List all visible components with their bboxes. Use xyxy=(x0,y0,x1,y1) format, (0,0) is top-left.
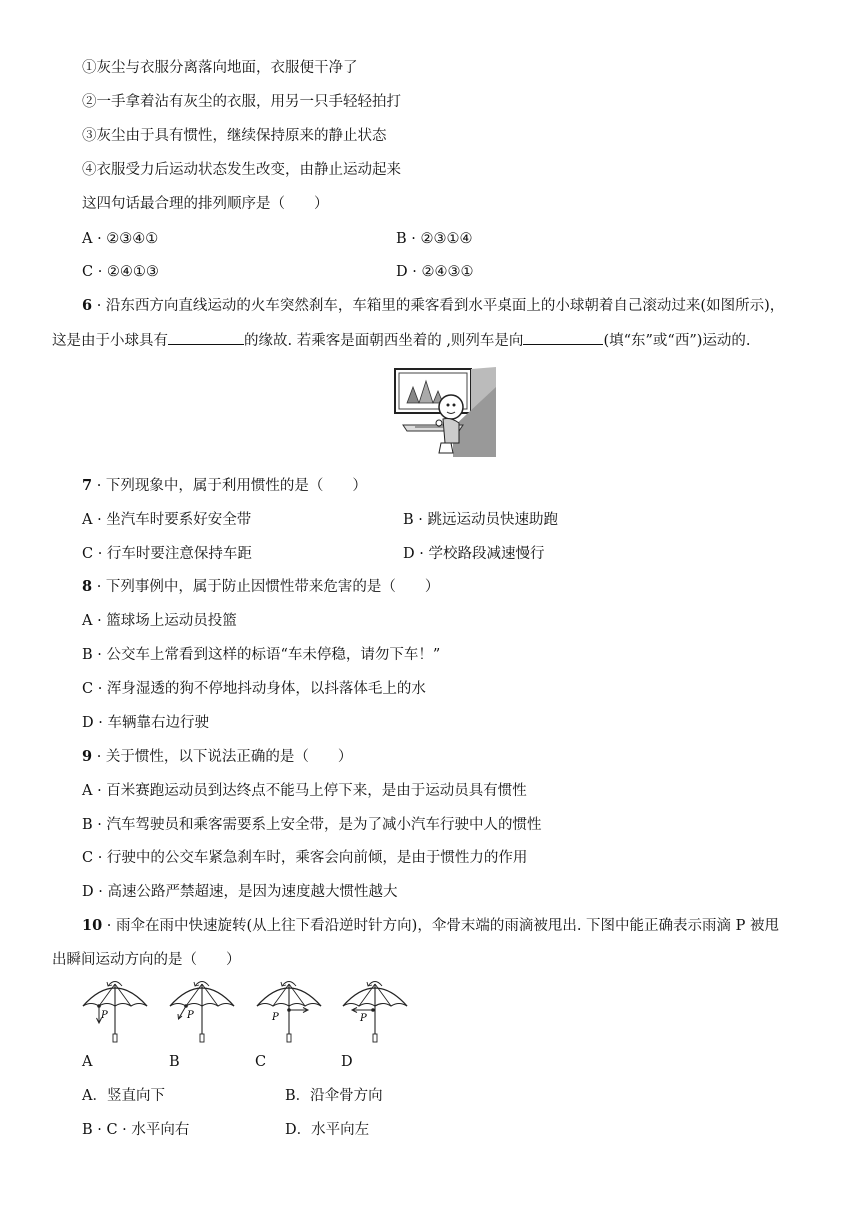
point-label-p: P xyxy=(187,1010,194,1021)
q5-option-a: A · ②③④① xyxy=(82,231,159,247)
q10-option-d: D．水平向左 xyxy=(285,1122,370,1138)
q5-stem: 这四句话最合理的排列顺序是（ ） xyxy=(82,196,329,212)
figure-label-c: C xyxy=(255,1054,267,1070)
q10-line-1 xyxy=(82,916,779,936)
passenger-body xyxy=(443,419,459,444)
train-passenger-figure xyxy=(393,367,497,457)
q9-option-c: C · 行驶中的公交车紧急刹车时，乘客会向前倾，是由于惯性力的作用 xyxy=(82,850,528,866)
point-label-p: P xyxy=(101,1010,108,1021)
q7-number: 7 xyxy=(82,477,93,494)
q10-option-b: B．沿伞骨方向 xyxy=(285,1088,383,1104)
umbrella-grip xyxy=(373,1034,377,1042)
q8-option-c: C · 浑身湿透的狗不停地抖动身体，以抖落体毛上的水 xyxy=(82,681,426,697)
q6-text-2c: (填“东”或“西”)运动的. xyxy=(603,333,751,349)
q10-line-2: 出瞬间运动方向的是（ ） xyxy=(52,952,241,968)
umbrella-figure-d xyxy=(340,976,410,1044)
q10-text-1: · 雨伞在雨中快速旋转(从上往下看沿逆时针方向)，伞骨末端的雨滴被甩出. 下图中能正确表示雨滴 P 被甩 xyxy=(102,918,780,934)
q5-statement-4: ④衣服受力后运动状态发生改变，由静止运动起来 xyxy=(82,162,401,178)
umbrella-figure-a xyxy=(80,976,150,1044)
q6-line-2 xyxy=(52,330,751,351)
passenger-legs xyxy=(439,443,453,453)
eye xyxy=(447,404,450,407)
umbrella-figure-b xyxy=(167,976,237,1044)
q7-option-b: B · 跳远运动员快速助跑 xyxy=(403,512,558,528)
q5-option-d: D · ②④③① xyxy=(396,264,474,280)
q8-stem-line xyxy=(82,577,439,597)
q6-text-2b: 的缘故. 若乘客是面朝西坐着的 ,则列车是向 xyxy=(244,333,524,349)
q9-stem: · 关于惯性，以下说法正确的是（ ） xyxy=(92,749,353,765)
q6-blank-2[interactable] xyxy=(523,330,603,345)
point-label-p: P xyxy=(360,1013,367,1024)
q6-number: 6 xyxy=(82,297,93,314)
q6-blank-1[interactable] xyxy=(168,330,244,345)
q5-option-c: C · ②④①③ xyxy=(82,264,159,280)
q9-option-a: A · 百米赛跑运动员到达终点不能马上停下来，是由于运动员具有惯性 xyxy=(82,783,527,799)
q10-option-a: A．竖直向下 xyxy=(82,1088,165,1104)
q8-number: 8 xyxy=(82,578,93,595)
eye xyxy=(453,404,456,407)
ball-icon xyxy=(436,420,442,426)
passenger-head xyxy=(439,395,463,419)
point-label-p: P xyxy=(272,1012,279,1023)
q5-statement-3: ③灰尘由于具有惯性，继续保持原来的静止状态 xyxy=(82,128,387,144)
figure-label-a: A xyxy=(82,1054,93,1070)
q8-option-d: D · 车辆靠右边行驶 xyxy=(82,715,209,731)
umbrella-figure-c xyxy=(254,976,324,1044)
umbrella-grip xyxy=(200,1034,204,1042)
q5-option-b: B · ②③①④ xyxy=(396,231,473,247)
q7-option-a: A · 坐汽车时要系好安全带 xyxy=(82,512,252,528)
direction-arrow-icon xyxy=(179,1006,186,1018)
umbrella-grip xyxy=(287,1034,291,1042)
q7-stem-line xyxy=(82,476,367,496)
q6-text-2a: 这是由于小球具有 xyxy=(52,333,168,349)
q10-number: 10 xyxy=(82,917,103,934)
q9-stem-line xyxy=(82,747,352,767)
q10-option-c: B · C · 水平向右 xyxy=(82,1122,190,1138)
figure-label-d: D xyxy=(341,1054,353,1070)
q8-option-a: A · 篮球场上运动员投篮 xyxy=(82,613,237,629)
q8-option-b: B · 公交车上常看到这样的标语“车未停稳，请勿下车！” xyxy=(82,647,441,663)
q7-option-c: C · 行车时要注意保持车距 xyxy=(82,546,252,562)
q7-stem: · 下列现象中，属于利用惯性的是（ ） xyxy=(92,478,367,494)
q7-option-d: D · 学校路段减速慢行 xyxy=(403,546,545,562)
q5-statement-2: ②一手拿着沾有灰尘的衣服，用另一只手轻轻拍打 xyxy=(82,94,401,110)
umbrella-grip xyxy=(113,1034,117,1042)
q9-option-d: D · 高速公路严禁超速，是因为速度越大惯性越大 xyxy=(82,884,398,900)
q9-option-b: B · 汽车驾驶员和乘客需要系上安全带，是为了减小汽车行驶中人的惯性 xyxy=(82,817,542,833)
q5-statement-1: ①灰尘与衣服分离落向地面，衣服便干净了 xyxy=(82,60,358,76)
q9-number: 9 xyxy=(82,748,93,765)
figure-label-b: B xyxy=(169,1054,180,1070)
q6-text-1: · 沿东西方向直线运动的火车突然刹车，车箱里的乘客看到水平桌面上的小球朝着自己滚动过来(如图所示)， xyxy=(92,298,785,314)
q8-stem: · 下列事例中，属于防止因惯性带来危害的是（ ） xyxy=(92,579,440,595)
q6-line-1 xyxy=(82,296,784,316)
